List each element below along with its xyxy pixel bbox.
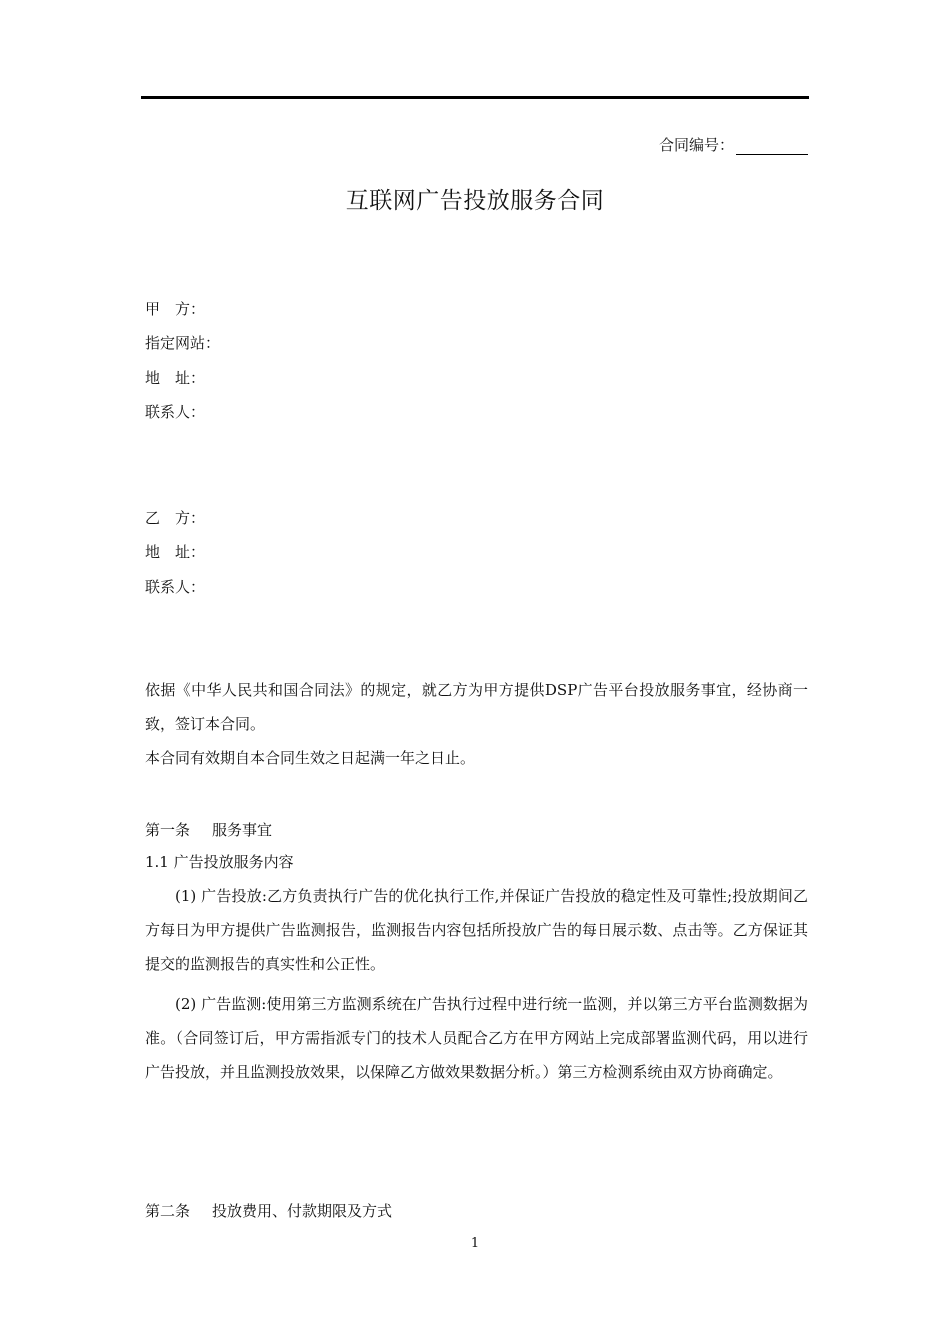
party-b-address: 地 址：	[145, 543, 206, 561]
contract-number-label: 合同编号：	[658, 136, 734, 154]
article-2-number: 第二条	[145, 1202, 191, 1220]
article-1-title: 服务事宜	[212, 821, 273, 839]
article-1-subsection: 1.1 广告投放服务内容	[145, 853, 294, 871]
article-1-item-2: (2) 广告监测:使用第三方监测系统在广告执行过程中进行统一监测，并以第三方平台监测数据为准。（合同签订后，甲方需指派专门的技术人员配合乙方在甲方网站上完成部署监测代码，用以进行广告投放，并且监测投放效果，以保障乙方做效果数据分析。）第三方检测系统由双方协商确定。	[145, 995, 808, 1081]
party-a-contact: 联系人：	[145, 403, 206, 421]
party-b-contact: 联系人：	[145, 578, 206, 596]
article-2-heading	[145, 1200, 392, 1221]
party-b-name: 乙 方：	[145, 509, 206, 527]
party-a-website: 指定网站：	[145, 334, 221, 352]
header-rule	[141, 96, 809, 99]
preamble-paragraph-1: 依据《中华人民共和国合同法》的规定，就乙方为甲方提供DSP广告平台投放服务事宜，经协商一致，签订本合同。	[145, 681, 808, 733]
preamble-paragraph-2: 本合同有效期自本合同生效之日起满一年之日止。	[145, 749, 476, 767]
contract-number-blank	[736, 136, 808, 155]
document-title: 互联网广告投放服务合同	[345, 188, 605, 214]
article-1-number: 第一条	[145, 821, 191, 839]
party-a-name: 甲 方：	[145, 300, 206, 318]
article-1-item-1: (1) 广告投放:乙方负责执行广告的优化执行工作,并保证广告投放的稳定性及可靠性;投放期间乙方每日为甲方提供广告监测报告，监测报告内容包括所投放广告的每日展示数、点击等。乙方保证其提交的监测报告的真实性和公正性。	[145, 887, 808, 973]
page-number: 1	[470, 1236, 480, 1251]
contract-number	[659, 134, 808, 155]
party-a-address: 地 址：	[145, 369, 206, 387]
article-2-title: 投放费用、付款期限及方式	[212, 1202, 393, 1220]
article-1-heading	[145, 819, 272, 840]
